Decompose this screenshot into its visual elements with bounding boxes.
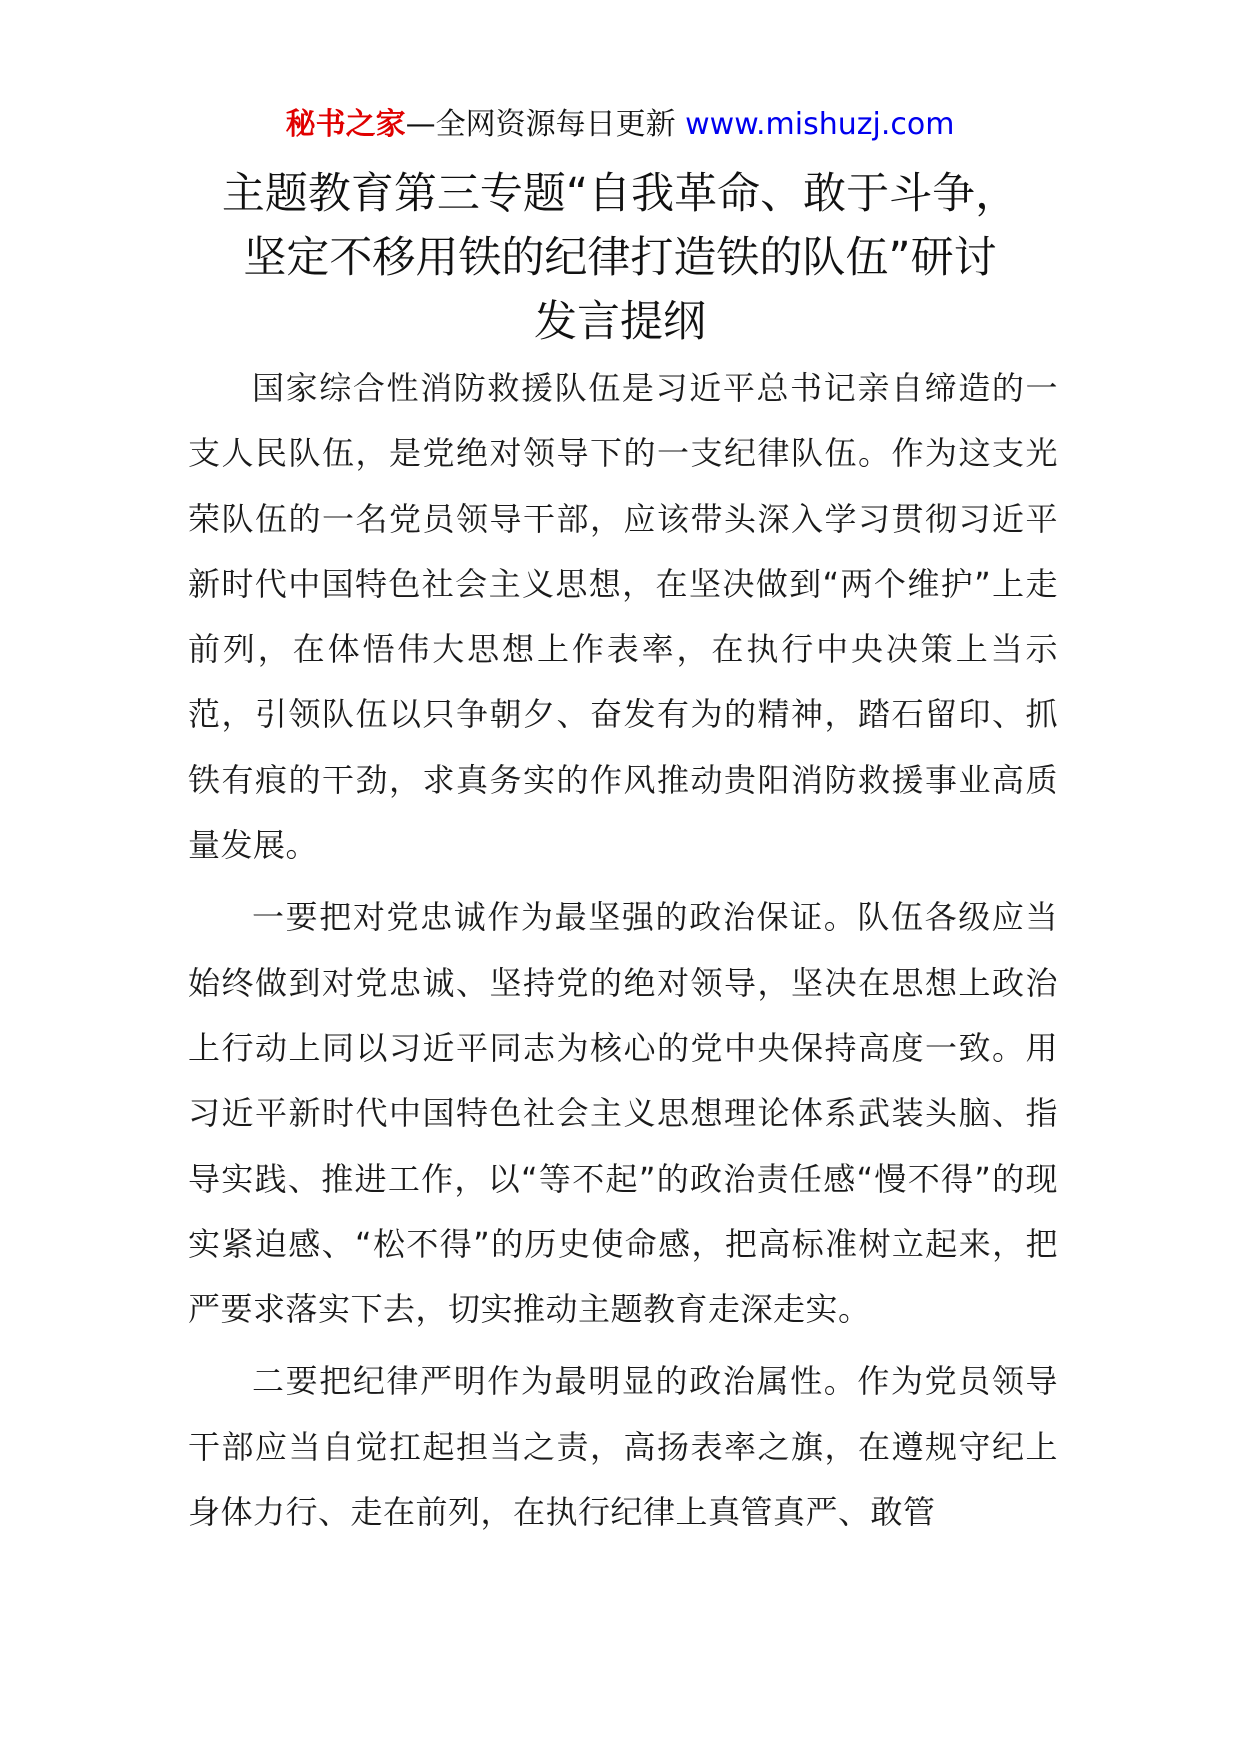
title-line-3: 发言提纲	[534, 297, 706, 347]
document-title	[150, 162, 1090, 354]
document-body	[188, 356, 1058, 1552]
paragraph-point-one: 一要把对党忠诚作为最坚强的政治保证。队伍各级应当始终做到对党忠诚、坚持党的绝对领导，坚决在思想上政治上行动上同以习近平同志为核心的党中央保持高度一致。用习近平新时代中国特色社会主义思想理论体系武装头脑、指导实践、推进工作，以“等不起”的政治责任感“慢不得”的现实紧迫感、“松不得”的历史使命感，把高标准树立起来，把严要求落实下去，切实推动主题教育走深走实。	[188, 898, 1058, 1329]
title-line-2: 坚定不移用铁的纪律打造铁的队伍”研讨	[243, 233, 997, 283]
site-header	[0, 103, 1240, 147]
paragraph-point-two: 二要把纪律严明作为最明显的政治属性。作为党员领导干部应当自觉扛起担当之责，高扬表率之旗，在遵规守纪上身体力行、走在前列，在执行纪律上真管真严、敢管	[188, 1362, 1058, 1532]
site-tagline: —全网资源每日更新	[405, 107, 676, 142]
title-line-1: 主题教育第三专题“自我革命、敢于斗争，	[221, 169, 1019, 219]
site-url-link[interactable]: www.mishuzj.com	[685, 107, 955, 142]
site-brand: 秘书之家	[285, 107, 406, 142]
paragraph-intro: 国家综合性消防救援队伍是习近平总书记亲自缔造的一支人民队伍，是党绝对领导下的一支纪律队伍。作为这支光荣队伍的一名党员领导干部，应该带头深入学习贯彻习近平新时代中国特色社会主义思想，在坚决做到“两个维护”上走前列，在体悟伟大思想上作表率，在执行中央决策上当示范，引领队伍以只争朝夕、奋发有为的精神，踏石留印、抓铁有痕的干劲，求真务实的作风推动贵阳消防救援事业高质量发展。	[188, 369, 1058, 865]
